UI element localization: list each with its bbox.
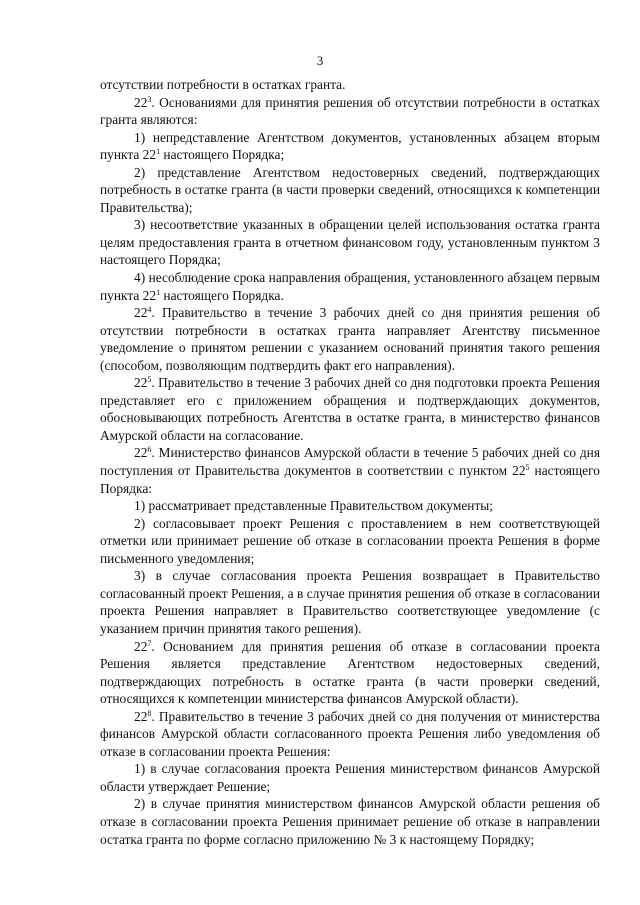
text-run: 22 bbox=[134, 445, 148, 461]
text-run: . Правительство в течение 3 рабочих дней со дня получения от министерства финансов Амурской области согласованного проекта Решения либо уведомления об отказе в согласовании проекта Решения: bbox=[100, 708, 600, 759]
text-run: настоящего Порядка: bbox=[100, 463, 600, 496]
paragraph bbox=[100, 567, 600, 637]
text-run: 22 bbox=[134, 708, 148, 724]
superscript: 7 bbox=[147, 638, 152, 648]
superscript: 6 bbox=[147, 445, 152, 455]
text-run: . Правительство в течение 3 рабочих дней со дня подготовки проекта Решения представляет его с приложением обращения и подтверждающих документов, обосновывающих потребность Агентства в остатке гранта, в министерство финансов Амурской области на согласование. bbox=[100, 375, 600, 443]
text-run: 2) в случае принятия министерством финансов Амурской области решения об отказе в согласовании проекта Решения принимает решение об отказе в направлении остатка гранта по форме согласно приложению № 3 к настоящему Порядку; bbox=[100, 796, 600, 847]
text-run: . Министерство финансов Амурской области в течение 5 рабочих дней со дня поступления от Правительства документов в соответствии с пунктом 22 bbox=[100, 445, 600, 479]
text-run: 4) несоблюдение срока направления обращения, установленного абзацем первым пункта 22 bbox=[100, 270, 600, 303]
paragraph bbox=[100, 708, 600, 761]
text-run: 2) согласовывает проект Решения с проставлением в нем соответствующей отметки или принимает решение об отказе в согласовании проекта Решения в форме письменного уведомления; bbox=[100, 515, 600, 566]
superscript: 1 bbox=[156, 147, 161, 157]
superscript: 5 bbox=[525, 463, 530, 473]
superscript: 4 bbox=[147, 305, 152, 315]
text-run: 22 bbox=[134, 375, 148, 391]
text-run: 22 bbox=[134, 305, 148, 321]
paragraph bbox=[100, 444, 600, 497]
text-run: 3) несоответствие указанных в обращении целей использования остатка гранта целям предоставления гранта в отчетном финансовом году, установленным пунктом 3 настоящего Порядка; bbox=[100, 217, 600, 268]
paragraph bbox=[100, 94, 600, 129]
text-run: . Правительство в течение 3 рабочих дней со дня принятия решения об отсутствии потребности в остатках гранта направляет Агентству письменное уведомление о принятом решении с указанием оснований принятия такого решения (способом, позволяющим подтвердить факт его направления). bbox=[100, 305, 600, 373]
text-run: настоящего Порядка. bbox=[160, 287, 284, 303]
superscript: 3 bbox=[147, 94, 152, 104]
text-run: отсутствии потребности в остатках гранта. bbox=[100, 77, 346, 92]
paragraph bbox=[100, 795, 600, 848]
paragraph bbox=[100, 515, 600, 568]
text-run: 1) в случае согласования проекта Решения министерством финансов Амурской области утверждает Решение; bbox=[100, 761, 600, 794]
document-body bbox=[100, 76, 600, 848]
superscript: 5 bbox=[147, 375, 152, 385]
page-number: 3 bbox=[316, 53, 324, 68]
paragraph bbox=[100, 164, 600, 217]
paragraph bbox=[100, 76, 600, 94]
text-run: 1) рассматривает представленные Правительством документы; bbox=[134, 498, 494, 514]
paragraph bbox=[100, 497, 600, 515]
text-run: 3) в случае согласования проекта Решения возвращает в Правительство согласованный проект Решения, а в случае принятия решения об отказе в согласовании проекта Решения направляет в Правительство соответствующее уведомление (с указанием причин принятия такого решения). bbox=[100, 568, 600, 636]
text-run: 2) представление Агентством недостоверных сведений, подтверждающих потребность в остатке гранта (в части проверки сведений, относящихся к компетенции Правительства); bbox=[100, 164, 600, 215]
text-run: . Основаниями для принятия решения об отсутствии потребности в остатках гранта являются: bbox=[100, 94, 600, 128]
paragraph bbox=[100, 760, 600, 795]
superscript: 8 bbox=[147, 708, 152, 718]
paragraph bbox=[100, 129, 600, 164]
paragraph bbox=[100, 216, 600, 269]
text-run: . Основанием для принятия решения об отказе в согласовании проекта Решения является представление Агентством недостоверных сведений, подтверждающих потребность в остатке гранта (в части проверки сведений, относящихся к компетенции министерства финансов Амурской области). bbox=[100, 638, 600, 707]
paragraph bbox=[100, 638, 600, 708]
paragraph bbox=[100, 374, 600, 444]
text-run: настоящего Порядка; bbox=[160, 147, 285, 163]
superscript: 1 bbox=[156, 287, 161, 297]
text-run: 1) непредставление Агентством документов, установленных абзацем вторым пункта 22 bbox=[100, 129, 600, 163]
paragraph bbox=[100, 304, 600, 374]
text-run: 22 bbox=[134, 94, 148, 110]
paragraph bbox=[100, 269, 600, 304]
text-run: 22 bbox=[134, 638, 148, 654]
